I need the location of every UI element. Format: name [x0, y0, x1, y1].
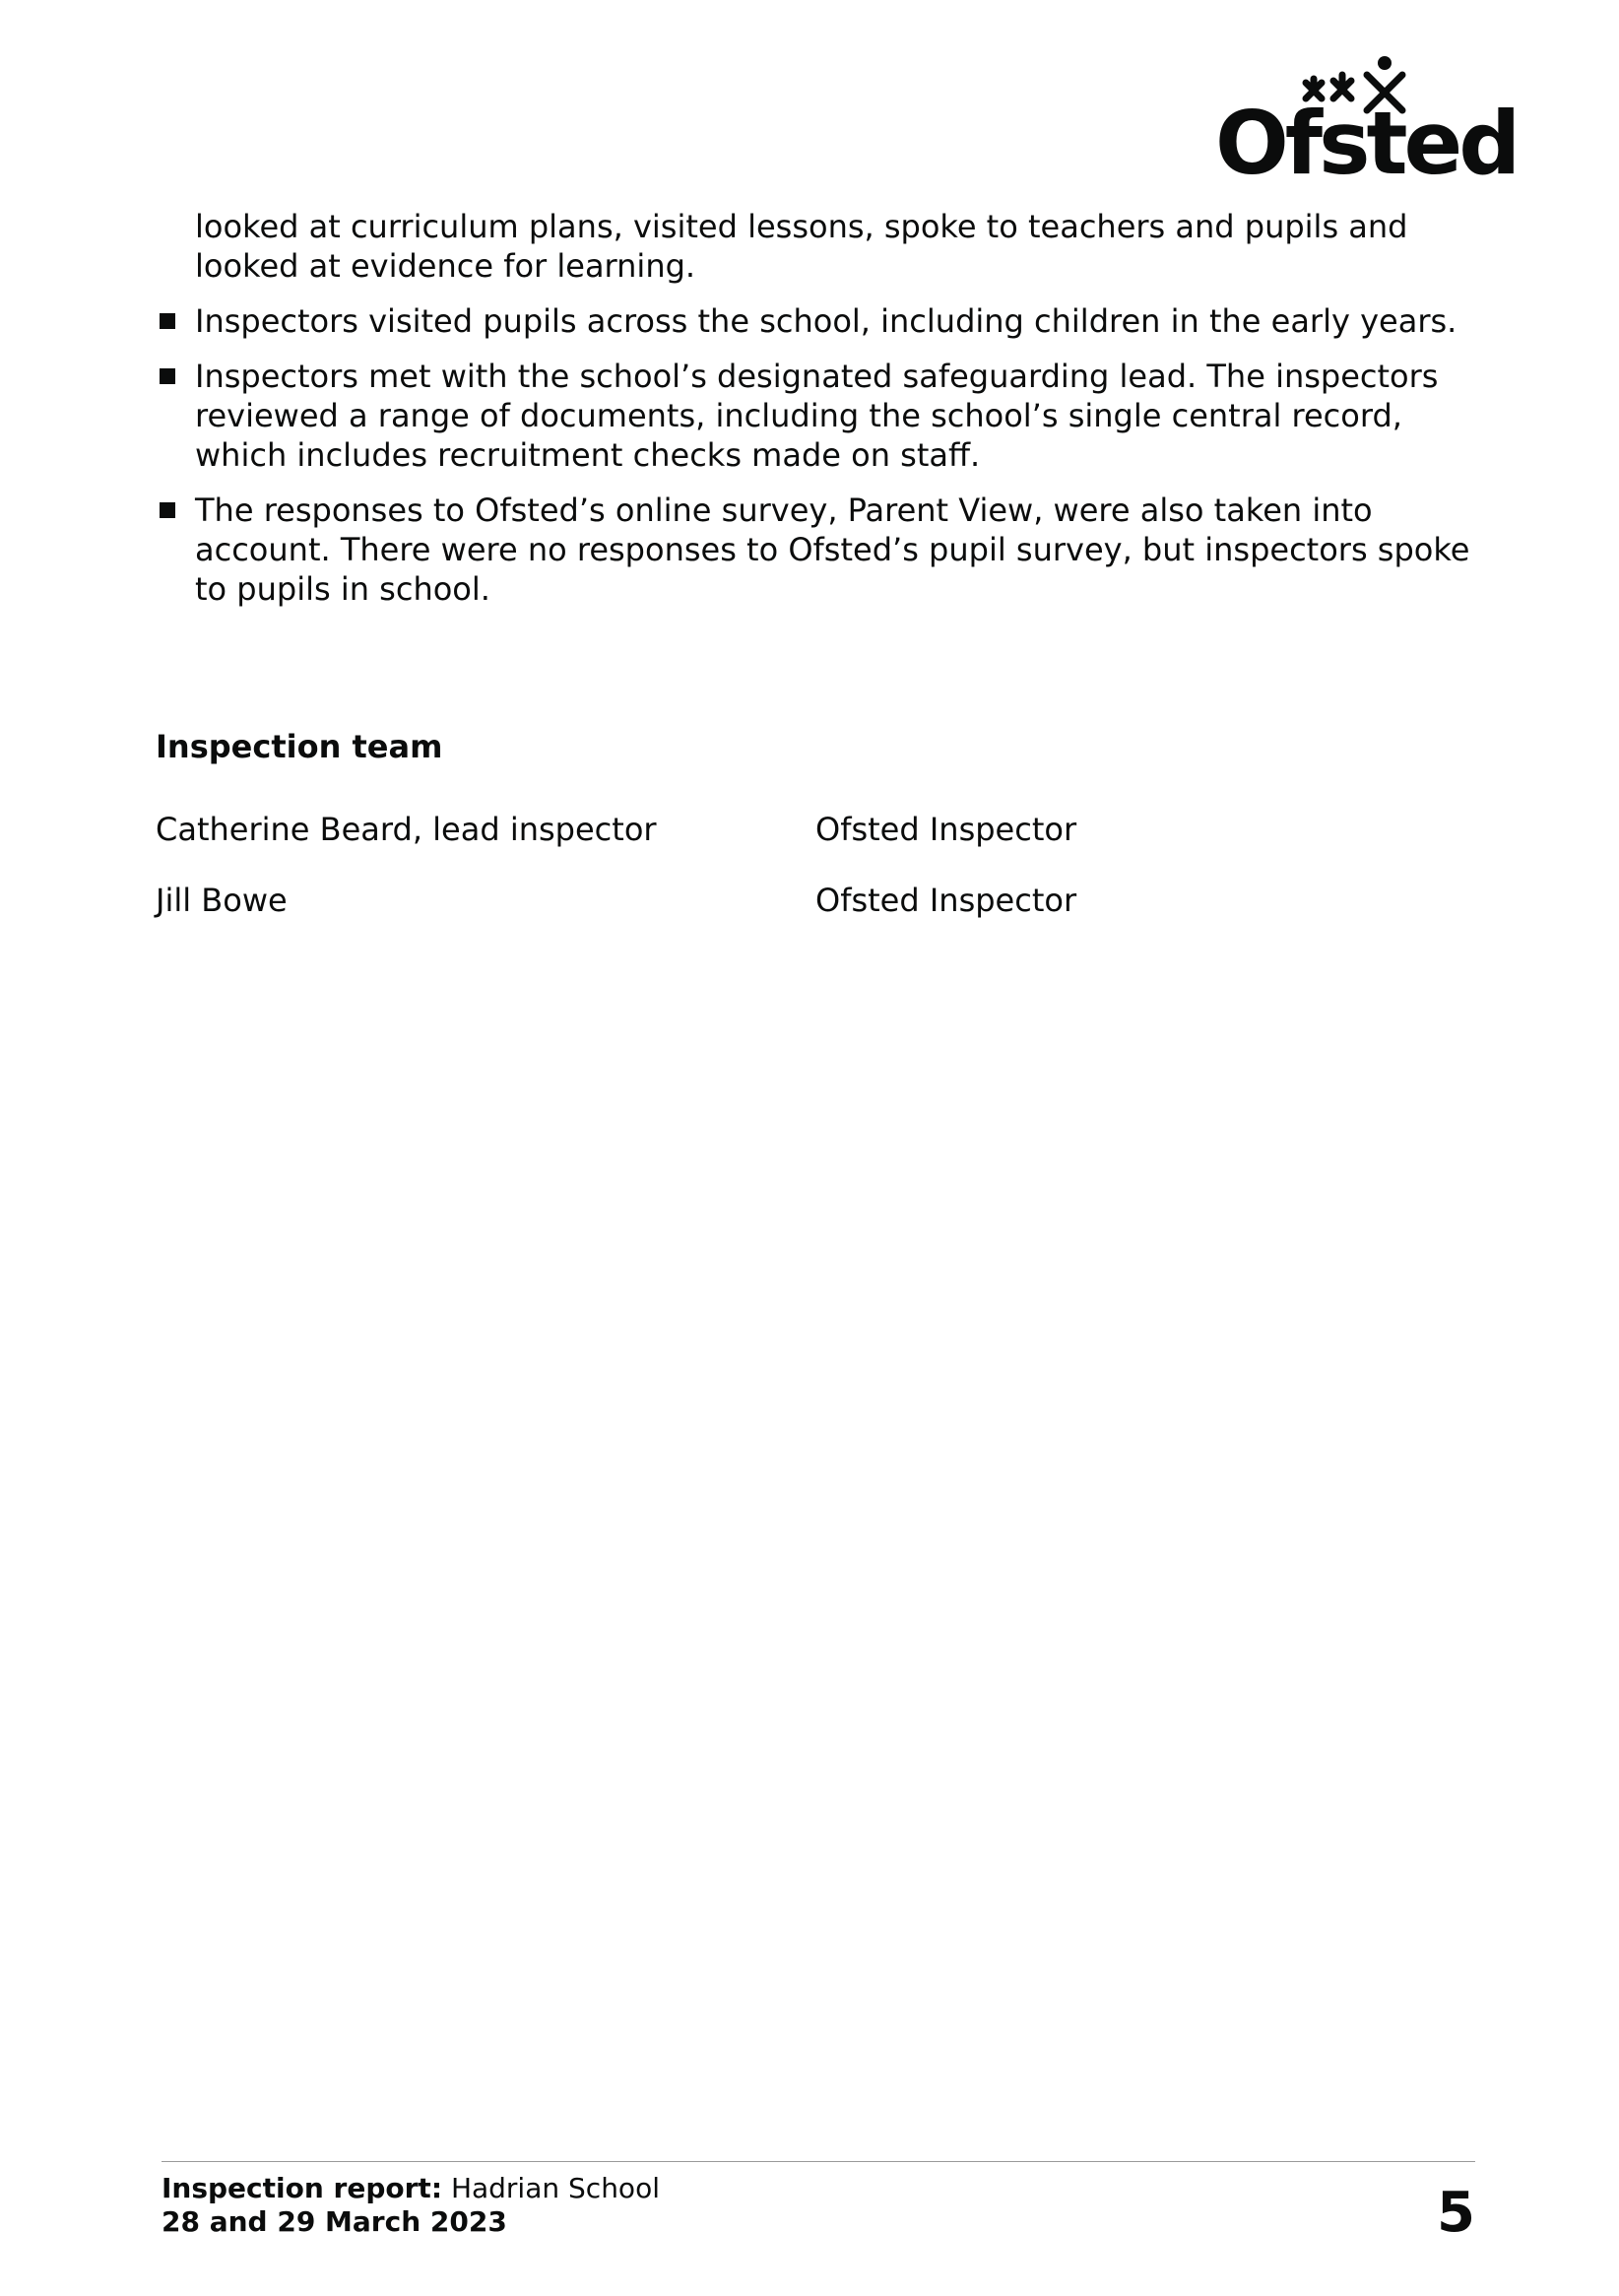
inspector-name: Catherine Beard, lead inspector	[156, 811, 657, 848]
continuation-paragraph: looked at curriculum plans, visited lessons, spoke to teachers and pupils and looked at evidence for learning.	[195, 208, 1408, 285]
list-item: Inspectors met with the school’s designated safeguarding lead. The inspectors reviewed a range of documents, including the school’s single central record, which includes recruitment checks made on staff.	[156, 357, 1475, 475]
inspector-role: Ofsted Inspector	[815, 882, 1077, 919]
ofsted-logo	[1211, 53, 1518, 194]
evidence-bullet-list	[156, 301, 1475, 609]
page-content	[156, 207, 1475, 951]
list-item: Inspectors visited pupils across the school, including children in the early years.	[156, 301, 1475, 341]
footer-school-name: Hadrian School	[450, 2172, 660, 2204]
inspection-team-heading: Inspection team	[156, 728, 443, 765]
footer-dates: 28 and 29 March 2023	[162, 2205, 507, 2238]
footer-report-label: Inspection report:	[162, 2172, 443, 2204]
list-item: The responses to Ofsted’s online survey, Parent View, were also taken into account. There were no responses to Ofsted’s pupil survey, but inspectors spoke to pupils in school.	[156, 491, 1475, 609]
team-member-row	[156, 881, 1475, 920]
page-number: 5	[1437, 2181, 1475, 2245]
square-bullet-icon	[160, 502, 175, 518]
svg-text:Ofsted: Ofsted	[1215, 93, 1518, 194]
footer-report-line	[162, 2172, 1475, 2205]
square-bullet-icon	[160, 368, 175, 384]
square-bullet-icon	[160, 313, 175, 329]
page-footer	[162, 2161, 1475, 2245]
inspector-role: Ofsted Inspector	[815, 811, 1077, 848]
inspector-name: Jill Bowe	[156, 882, 288, 919]
team-member-row	[156, 810, 1475, 849]
